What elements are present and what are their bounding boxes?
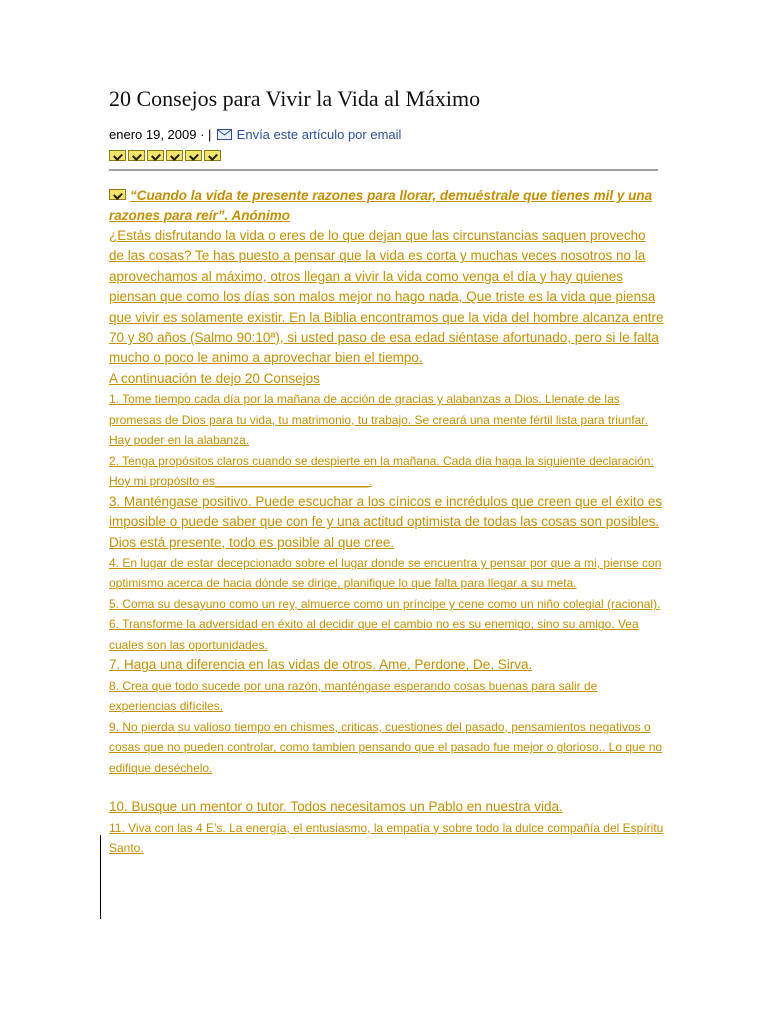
tip-10[interactable]: 10. Busque un mentor o tutor. Todos necesitamos un Pablo en nuestra vida.	[109, 799, 563, 815]
article-title: 20 Consejos para Vivir la Vida al Máximo	[109, 86, 481, 111]
tip-2[interactable]: 2. Tenga propósitos claros cuando se despierte en la mañana. Cada día haga la siguiente declaración: Hoy mi propósito es_______________________.	[109, 453, 654, 489]
rating-star-icon[interactable]	[166, 150, 183, 161]
rating-stars[interactable]	[109, 150, 221, 162]
article-date: enero 19, 2009	[109, 127, 197, 142]
email-article-link[interactable]: Envía este artículo por email	[236, 127, 402, 142]
divider	[109, 169, 658, 171]
tip-11[interactable]: 11. Viva con las 4 E’s. La energía, el entusiasmo, la empatía y sobre todo la dulce compañía del Espíritu Santo.	[109, 820, 664, 856]
tip-1[interactable]: 1. Tome tiempo cada día por la mañana de acción de gracias y alabanzas a Dios. Llenate de las promesas de Dios para tu vida, tu matrimonio, tu trabajo. Se creará una mente fértil lista para triunfar. Hay poder en la alabanza.	[109, 392, 648, 448]
rating-star-icon[interactable]	[204, 150, 221, 161]
quote-text: “Cuando la vida te presente razones para llorar, demuéstrale que tienes mil y una razones para reír”. Anónimo	[109, 188, 653, 223]
tip-9[interactable]: 9. No pierda su valioso tiempo en chismes, criticas, cuestiones del pasado, pensamientos negativos o cosas que no pueden controlar, como tambien pensando que el pasado fue mejor o glorioso.. Lo que no edifique deséchelo.	[109, 719, 663, 775]
rating-star-icon[interactable]	[147, 150, 164, 161]
envelope-icon[interactable]	[217, 128, 232, 143]
article-body	[109, 186, 664, 859]
article-meta	[109, 127, 401, 143]
intro-paragraph[interactable]: ¿Estás disfrutando la vida o eres de lo que dejan que las circunstancias saquen provecho de las cosas? Te has puesto a pensar que la vida es corta y muchas veces nosotros no la aprovechamos al máximo, otros llegan a vivir la vida como venga el día y hay quienes piensan que como los días son malos mejor no hago nada, Que triste es la vida que piensa que vivir es solamente existir. En la Biblia encontramos que la vida del hombre alcanza entre 70 y 80 años (Salmo 90:10ª), si usted paso de esa edad siéntase afortunado, pero si le falta mucho o poco le animo a aprovechar bien el tiempo.	[109, 228, 664, 366]
continuation-heading[interactable]: A continuación te dejo 20 Consejos	[109, 370, 320, 386]
meta-separator: · |	[200, 127, 212, 142]
tip-5[interactable]: 5. Coma su desayuno como un rey, almuerce como un príncipe y cene como un niño colegial (racional).	[109, 596, 661, 611]
quote-icon	[109, 189, 126, 200]
rating-star-icon[interactable]	[185, 150, 202, 161]
tip-4[interactable]: 4. En lugar de estar decepcionado sobre el lugar donde se encuentra y pensar por que a mi, piense con optimismo acerca de hacia dónde se dirige, planifique lo que falta para llegar a su meta.	[109, 555, 662, 591]
tip-8[interactable]: 8. Crea que todo sucede por una razón, manténgase esperando cosas buenas para salir de experiencias difíciles.	[109, 678, 598, 714]
tip-3[interactable]: 3. Manténgase positivo. Puede escuchar a los cínicos e incrédulos que creen que el éxito es imposible o puede saber que con fe y una actitud optimista de todas las cosas son posibles. Dios está presente, todo es posible al que cree.	[109, 493, 663, 550]
quote-paragraph[interactable]	[109, 186, 664, 226]
margin-rule	[100, 835, 101, 919]
paragraph-gap	[109, 778, 664, 797]
tip-6[interactable]: 6. Transforme la adversidad en éxito al decidir que el cambio no es su enemigo, sino su amigo. Vea cuales son las oportunidades.	[109, 617, 639, 652]
tip-7[interactable]: 7. Haga una diferencia en las vidas de otros. Ame, Perdone, De, Sirva.	[109, 657, 533, 673]
rating-star-icon[interactable]	[109, 150, 126, 161]
rating-star-icon[interactable]	[128, 150, 145, 161]
